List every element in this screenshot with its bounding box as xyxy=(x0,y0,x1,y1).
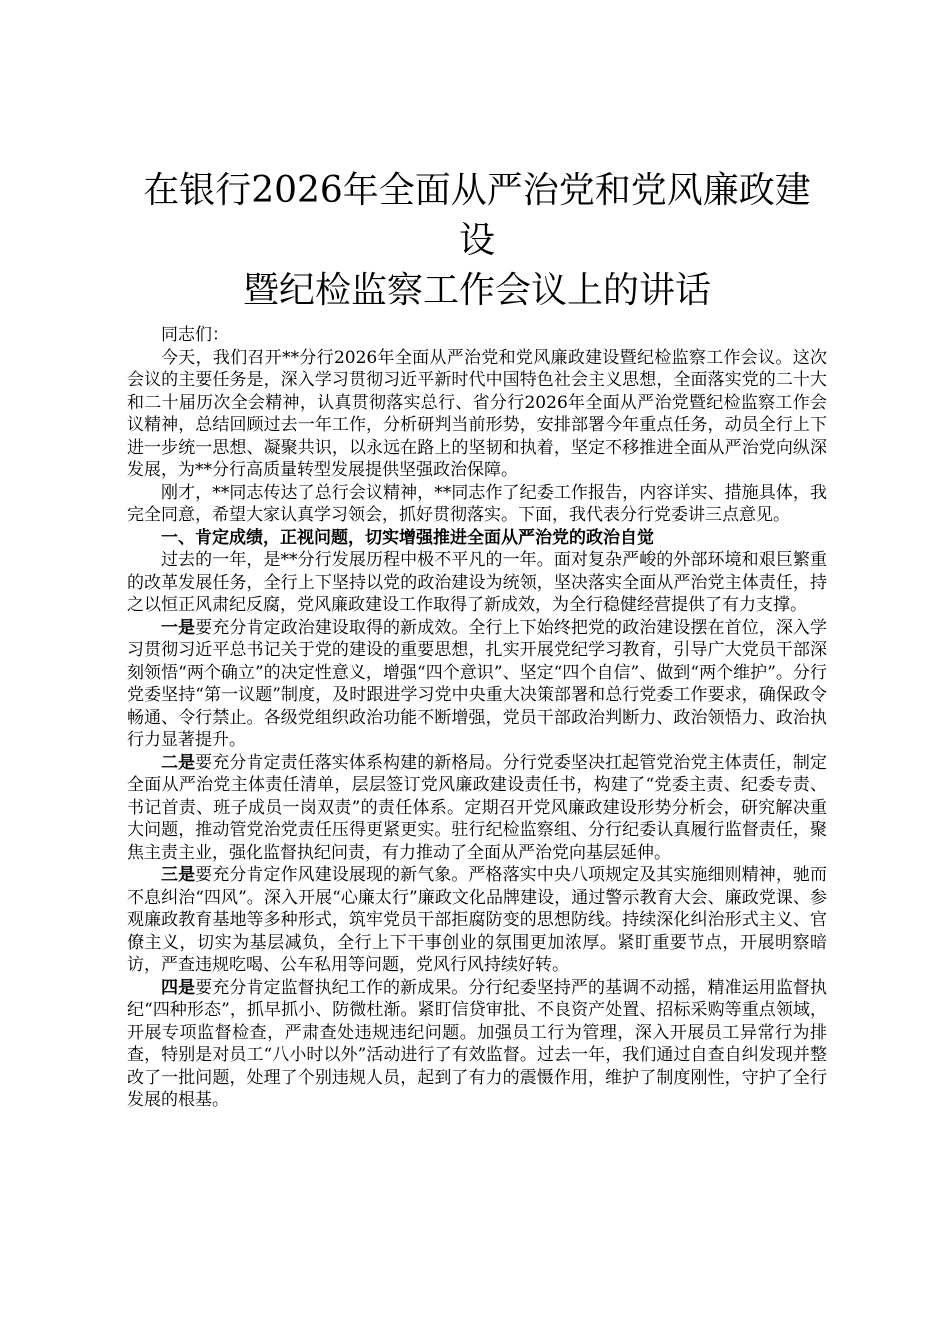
section-heading-1: 一、肯定成绩，正视问题，切实增强推进全面从严治党的政治自觉 xyxy=(161,527,654,548)
title-line-1: 在银行2026年全面从严治党和党风廉政建设 xyxy=(143,170,811,261)
point-3-text: 要充分肯定作风建设展现的新气象。严格落实中央八项规定及其实施细则精神，驰而不息纠治“四风”。深入开展“心廉太行”廉政文化品牌建设，通过警示教育大会、廉政党课、参观廉政教育基地等多种形式，筑牢党员干部拒腐防变的思想防线。持续深化纠治形式主义、官僚主义，切实为基层减负，全行上下干事创业的氛围更加浓厚。紧盯重要节点，开展明察暗访，严查违规吃喝、公车私用等问题，党风行风持续好转。 xyxy=(127,865,828,975)
point-4-text: 要充分肯定监督执纪工作的新成果。分行纪委坚持严的基调不动摇，精准运用监督执纪“四种形态”，抓早抓小、防微杜渐。紧盯信贷审批、不良资产处置、招标采购等重点领域，开展专项监督检查，严肃查处违规违纪问题。加强员工行为管理，深入开展员工异常行为排查，特别是对员工“八小时以外”活动进行了有效监督。过去一年，我们通过自查自纠发现并整改了一批问题，处理了个别违规人员，起到了有力的震慑作用，维护了制度刚性，守护了全行发展的根基。 xyxy=(127,977,828,1110)
section-1-paragraph: 过去的一年，是**分行发展历程中极不平凡的一年。面对复杂严峻的外部环境和艰巨繁重的改革发展任务，全行上下坚持以党的政治建设为统领，坚决落实全面从严治党主体责任，持之以恒正风肃纪反腐，党风廉政建设工作取得了新成效，为全行稳健经营提供了有力支撑。 xyxy=(127,550,827,615)
title-line-2: 暨纪检监察工作会议上的讲话 xyxy=(242,270,711,311)
salutation: 同志们： xyxy=(161,325,229,345)
point-3-paragraph xyxy=(127,864,827,977)
point-2-lead: 二是 xyxy=(161,752,196,773)
point-1-text: 要充分肯定政治建设取得的新成效。全行上下始终把党的政治建设摆在首位，深入学习贯彻习近平总书记关于党的建设的重要思想，扎实开展党纪学习教育，引导广大党员干部深刻领悟“两个确立”的决定性意义，增强“四个意识”、坚定“四个自信”、做到“两个维护”。分行党委坚持“第一议题”制度，及时跟进学习党中央重大决策部署和总行党委工作要求，确保政令畅通、令行禁止。各级党组织政治功能不断增强，党员干部政治判断力、政治领悟力、政治执行力显著提升。 xyxy=(127,617,828,750)
document-title xyxy=(127,166,827,316)
point-4-paragraph xyxy=(127,977,827,1112)
point-1-paragraph xyxy=(127,617,827,752)
point-3-lead: 三是 xyxy=(161,865,196,885)
point-1-lead: 一是 xyxy=(161,617,196,638)
point-4-lead: 四是 xyxy=(161,977,196,998)
point-2-paragraph xyxy=(127,752,827,865)
intro-paragraph: 今天，我们召开**分行2026年全面从严治党和党风廉政建设暨纪检监察工作会议。这次会议的主要任务是，深入学习贯彻习近平新时代中国特色社会主义思想，全面落实党的二十大和二十届历次全会精神，认真贯彻落实总行、省分行2026年全面从严治党暨纪检监察工作会议精神，总结回顾过去一年工作，分析研判当前形势，安排部署今年重点任务，动员全行上下进一步统一思想、凝聚共识，以永远在路上的坚韧和执着，坚定不移推进全面从严治党向纵深发展，为**分行高质量转型发展提供坚强政治保障。 xyxy=(127,347,827,480)
document-page xyxy=(127,166,827,1112)
point-2-text: 要充分肯定责任落实体系构建的新格局。分行党委坚决扛起管党治党主体责任，制定全面从严治党主体责任清单，层层签订党风廉政建设责任书，构建了“党委主责、纪委专责、书记首责、班子成员一岗双责”的责任体系。定期召开党风廉政建设形势分析会，研究解决重大问题，推动管党治党责任压得更紧更实。驻行纪检监察组、分行纪委认真履行监督责任，聚焦主责主业，强化监督执纪问责，有力推动了全面从严治党向基层延伸。 xyxy=(127,752,828,863)
second-paragraph: 刚才，**同志传达了总行会议精神，**同志作了纪委工作报告，内容详实、措施具体，我完全同意，希望大家认真学习领会，抓好贯彻落实。下面，我代表分行党委讲三点意见。 xyxy=(127,482,827,525)
